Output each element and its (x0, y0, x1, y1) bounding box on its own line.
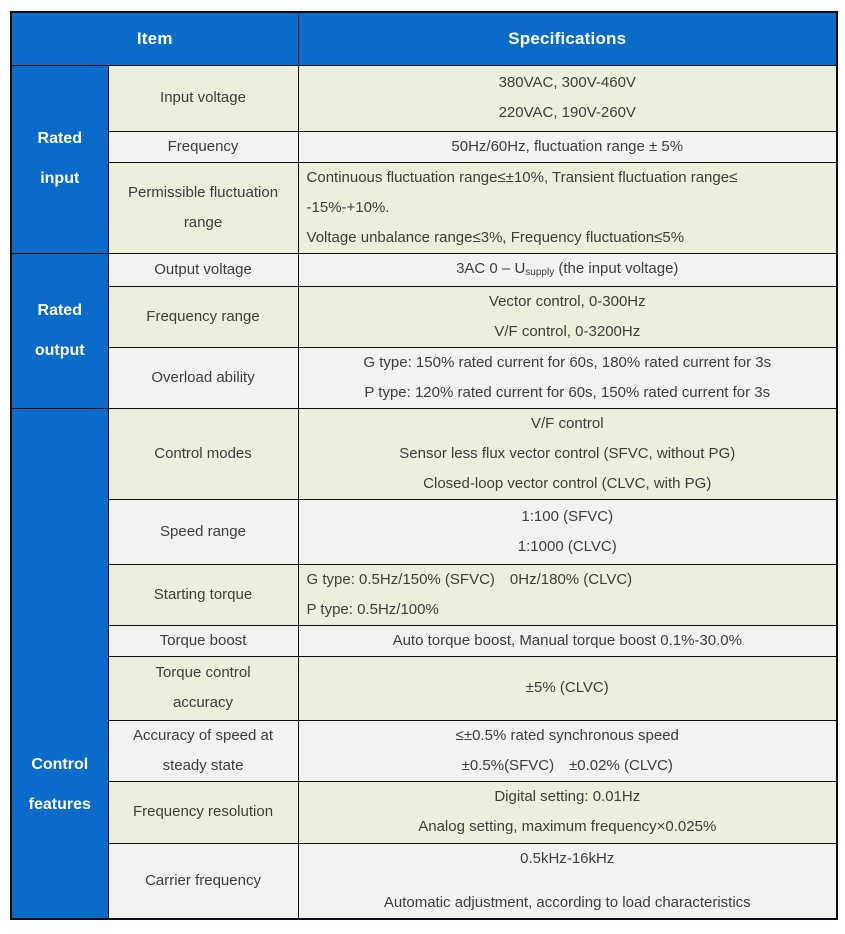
item-cell-overload-ability (108, 347, 298, 408)
group-label (12, 302, 108, 360)
item-label: Torque boost (159, 631, 247, 649)
spec-cell-torque-boost (298, 625, 837, 656)
item-cell-carrier-frequency (108, 843, 298, 919)
group-label-line: Control (31, 755, 89, 773)
spec-line: V/F control, 0-3200Hz (494, 322, 641, 340)
spec-cell-frequency (298, 131, 837, 162)
item-cell-frequency (108, 131, 298, 162)
spec-line: -15%-+10%. (306, 198, 390, 216)
item-label: Speed range (160, 522, 246, 540)
group-label-line: input (40, 170, 80, 187)
spec-cell-carrier-frequency (298, 843, 837, 919)
spec-line: 0.5kHz-16kHz (520, 849, 615, 867)
spec-line: P type: 0.5Hz/100% (306, 600, 439, 618)
spec-line: Auto torque boost, Manual torque boost 0.1%-30.0% (392, 631, 742, 649)
spec-line: V/F control (531, 414, 604, 432)
spec-text: 3AC 0 – U (456, 259, 526, 277)
item-label: Permissible fluctuation (127, 183, 279, 201)
item-cell-frequency-range (108, 286, 298, 347)
spec-cell-permissible-fluctuation-range (298, 162, 837, 253)
spec-text: (the input voltage) (554, 259, 679, 277)
group-cell-rated-output (11, 253, 108, 408)
item-label: Output voltage (154, 260, 252, 278)
spec-line: 1:1000 (CLVC) (517, 537, 617, 555)
subscript-text: supply (525, 266, 555, 278)
group-label-line: output (34, 341, 85, 359)
spec-cell-starting-torque (298, 564, 837, 625)
column-header-item: Item (11, 12, 298, 65)
item-label: accuracy (172, 694, 234, 711)
spec-line: Sensor less flux vector control (SFVC, without PG) (399, 444, 736, 462)
spec-line: Voltage unbalance range≤3%, Frequency fluctuation≤5% (306, 228, 685, 246)
spec-line: G type: 150% rated current for 60s, 180% rated current for 3s (363, 353, 772, 371)
spec-line: Analog setting, maximum frequency×0.025% (418, 818, 717, 835)
specifications-table (10, 11, 838, 920)
item-label: Starting torque (153, 585, 253, 603)
spec-line: Automatic adjustment, according to load characteristics (383, 893, 751, 911)
item-cell-torque-control-accuracy (108, 656, 298, 720)
group-label-line: Rated (37, 301, 82, 319)
item-label: Frequency resolution (132, 803, 274, 820)
spec-line: ≤±0.5% rated synchronous speed (455, 726, 679, 744)
group-cell-rated-input (11, 65, 108, 253)
group-label (12, 756, 108, 814)
group-label-line: Rated (37, 130, 82, 147)
item-cell-starting-torque (108, 564, 298, 625)
item-label: Frequency (167, 137, 239, 155)
item-label: Overload ability (151, 368, 255, 386)
spec-line: G type: 0.5Hz/150% (SFVC) 0Hz/180% (CLVC) (306, 570, 633, 588)
spec-cell-control-modes (298, 408, 837, 499)
item-cell-permissible-fluctuation-range (108, 162, 298, 253)
item-cell-output-voltage (108, 253, 298, 286)
spec-line (307, 254, 829, 286)
item-cell-speed-range (108, 499, 298, 564)
item-label: Input voltage (160, 89, 246, 106)
group-cell-control-features (11, 408, 108, 919)
spec-line: P type: 120% rated current for 60s, 150% rated current for 3s (364, 383, 771, 401)
spec-line: 380VAC, 300V-460V (498, 74, 636, 91)
spec-line: Digital setting: 0.01Hz (494, 788, 641, 805)
spec-line: 220VAC, 190V-260V (498, 104, 636, 121)
item-cell-frequency-resolution (108, 781, 298, 843)
item-cell-torque-boost (108, 625, 298, 656)
spec-line: ±0.5%(SFVC) ±0.02% (CLVC) (461, 756, 673, 774)
item-label: range (183, 213, 223, 231)
spec-line: 1:100 (SFVC) (521, 507, 614, 525)
item-label: Torque control (155, 664, 251, 681)
spec-line: Vector control, 0-300Hz (488, 292, 646, 310)
spec-cell-input-voltage (298, 65, 837, 131)
item-label: Carrier frequency (145, 871, 261, 889)
item-label: steady state (162, 756, 244, 774)
spec-line: Continuous fluctuation range≤±10%, Transient fluctuation range≤ (306, 168, 738, 186)
group-label-line: features (28, 795, 91, 813)
spec-cell-overload-ability (298, 347, 837, 408)
spec-line: ±5% (CLVC) (525, 679, 609, 696)
column-header-specifications: Specifications (298, 12, 837, 65)
item-label: Control modes (154, 444, 252, 462)
spec-cell-frequency-range (298, 286, 837, 347)
item-cell-accuracy-of-speed (108, 720, 298, 781)
item-label: Frequency range (146, 307, 260, 325)
spec-cell-frequency-resolution (298, 781, 837, 843)
item-label: Accuracy of speed at (132, 726, 274, 744)
spec-cell-torque-control-accuracy (298, 656, 837, 720)
group-label (12, 130, 108, 188)
spec-line: 50Hz/60Hz, fluctuation range ± 5% (451, 137, 684, 155)
spec-cell-output-voltage (298, 253, 837, 286)
item-cell-control-modes (108, 408, 298, 499)
item-cell-input-voltage (108, 65, 298, 131)
spec-cell-speed-range (298, 499, 837, 564)
spec-line: Closed-loop vector control (CLVC, with PG) (423, 474, 712, 492)
spec-cell-accuracy-of-speed (298, 720, 837, 781)
